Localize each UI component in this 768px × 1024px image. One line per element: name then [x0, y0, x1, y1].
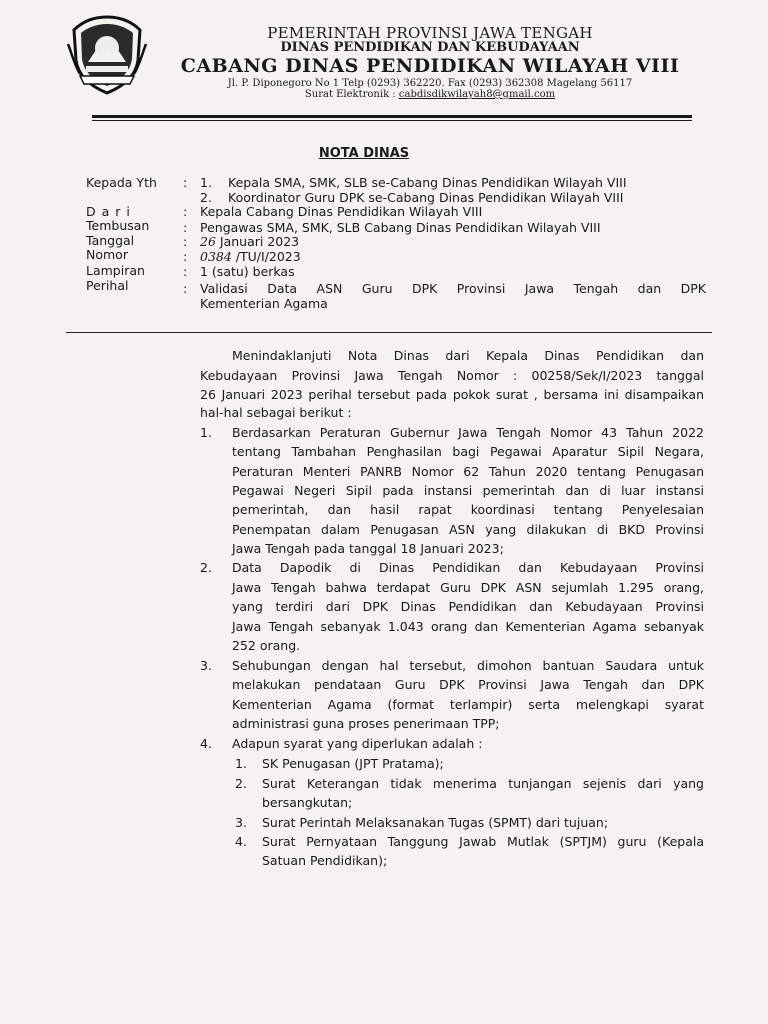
letterhead-branch: CABANG DINAS PENDIDIKAN WILAYAH VIII — [180, 55, 680, 77]
intro-line: Menindaklanjuti Nota Dinas dari Kepala Dinas Pendidikan dan — [232, 348, 704, 363]
list-item-line: tentang Tambahan Penghasilan bagi Pegawai Aparatur Sipil Negara, — [232, 444, 704, 459]
sublist-item-number: 1. — [235, 756, 247, 771]
dari-colon: : — [183, 204, 188, 219]
nomor-handwritten-number: 0384 — [200, 249, 232, 264]
sublist-item-line: bersangkutan; — [262, 795, 353, 810]
list-item-line: Peraturan Menteri PANRB Nomor 62 Tahun 2020 tentang Penugasan — [232, 464, 704, 479]
list-item-number: 4. — [200, 736, 212, 751]
sublist-item-line: SK Penugasan (JPT Pratama); — [262, 756, 444, 771]
letterhead-email-line — [170, 89, 690, 100]
tanggal-colon: : — [183, 234, 188, 249]
intro-line: hal-hal sebagai berikut : — [200, 405, 352, 420]
nomor-label: Nomor — [86, 247, 128, 262]
kepada-item-text: Koordinator Guru DPK se-Cabang Dinas Pendidikan Wilayah VIII — [228, 190, 624, 205]
sublist-item-line: Surat Pernyataan Tanggung Jawab Mutlak (SPTJM) guru (Kepala — [262, 834, 704, 849]
letterhead-government: PEMERINTAH PROVINSI JAWA TENGAH — [267, 24, 593, 42]
intro-line: 26 Januari 2023 perihal tersebut pada pokok surat , bersama ini disampaikan — [200, 387, 704, 402]
lampiran-colon: : — [183, 264, 188, 279]
intro-line: Kebudayaan Provinsi Jawa Tengah Nomor : 00258/Sek/I/2023 tanggal — [200, 368, 704, 383]
perihal-value-line: Kementerian Agama — [200, 296, 328, 311]
document-title: NOTA DINAS — [318, 146, 410, 161]
tanggal-handwritten-day: 26 — [200, 234, 216, 249]
list-item-number: 2. — [200, 560, 212, 575]
tanggal-label: Tanggal — [86, 233, 135, 248]
list-item-line: Data Dapodik di Dinas Pendidikan dan Kebudayaan Provinsi — [232, 560, 704, 575]
sublist-item-line: Surat Perintah Melaksanakan Tugas (SPMT) dari tujuan; — [262, 815, 609, 830]
list-item-line: melakukan pendataan Guru DPK Provinsi Jawa Tengah dan DPK — [232, 677, 704, 692]
tanggal-month-year: Januari 2023 — [219, 234, 300, 249]
list-item-line: Pegawai Negeri Sipil pada instansi pemerintah dan di luar instansi — [232, 483, 704, 498]
list-item-line: Sehubungan dengan hal tersebut, dimohon bantuan Saudara untuk — [232, 658, 704, 673]
list-item-line: administrasi guna proses penerimaan TPP; — [232, 716, 500, 731]
list-item-line: Berdasarkan Peraturan Gubernur Jawa Tengah Nomor 43 Tahun 2022 — [232, 425, 704, 440]
dari-label: Dari — [86, 204, 136, 219]
sublist-item-number: 3. — [235, 815, 247, 830]
lampiran-label: Lampiran — [86, 263, 145, 278]
provincial-emblem-logo — [66, 14, 148, 96]
sublist-item-line: Satuan Pendidikan); — [262, 853, 388, 868]
sublist-item-number: 2. — [235, 776, 247, 791]
kepada-item-text: Kepala SMA, SMK, SLB se-Cabang Dinas Pendidikan Wilayah VIII — [228, 175, 627, 190]
nomor-suffix: /TU/I/2023 — [235, 249, 301, 264]
perihal-colon: : — [183, 281, 188, 296]
letterhead-agency: DINAS PENDIDIKAN DAN KEBUDAYAAN — [280, 40, 580, 55]
tembusan-value: Pengawas SMA, SMK, SLB Cabang Dinas Pendidikan Wilayah VIII — [200, 220, 601, 235]
list-item-line: Jawa Tengah pada tanggal 18 Januari 2023; — [232, 541, 504, 556]
letterhead-divider-thin — [92, 120, 692, 121]
nomor-value — [200, 249, 301, 264]
email-address: cabdisdikwilayah8@gmail.com — [398, 89, 556, 100]
list-item-line: Adapun syarat yang diperlukan adalah : — [232, 736, 483, 751]
sublist-item-line: Surat Keterangan tidak menerima tunjangan sejenis dari yang — [262, 776, 704, 791]
kepada-item-number: 2. — [200, 190, 212, 205]
email-label: Surat Elektronik : — [304, 89, 396, 100]
kepada-colon: : — [183, 175, 188, 190]
list-item-number: 3. — [200, 658, 212, 673]
list-item-line: Jawa Tengah sebanyak 1.043 orang dan Kementerian Agama sebanyak — [232, 619, 704, 634]
perihal-label: Perihal — [86, 278, 129, 293]
kepada-label: Kepada Yth — [86, 175, 157, 190]
perihal-value-line: Validasi Data ASN Guru DPK Provinsi Jawa Tengah dan DPK — [200, 281, 706, 296]
tembusan-colon: : — [183, 220, 188, 235]
list-item-line: Penempatan dalam Penugasan ASN yang dilakukan di BKD Provinsi — [232, 522, 704, 537]
list-item-line: Kementerian Agama (format terlampir) serta melengkapi syarat — [232, 697, 704, 712]
list-item-line: yang terdiri dari DPK Dinas Pendidikan dan Kebudayaan Provinsi — [232, 599, 704, 614]
sublist-item-number: 4. — [235, 834, 247, 849]
letterhead-divider-thick — [92, 115, 692, 118]
lampiran-value: 1 (satu) berkas — [200, 264, 295, 279]
tanggal-value — [200, 234, 299, 249]
nomor-colon: : — [183, 249, 188, 264]
tembusan-label: Tembusan — [86, 218, 150, 233]
list-item-line: Jawa Tengah bahwa terdapat Guru DPK ASN sejumlah 1.295 orang, — [232, 580, 704, 595]
list-item-line: 252 orang. — [232, 638, 301, 653]
header-divider — [66, 332, 712, 333]
letterhead-address: Jl. P. Diponegoro No 1 Telp (0293) 362220. Fax (0293) 362308 Magelang 56117 — [227, 78, 633, 89]
dari-value: Kepala Cabang Dinas Pendidikan Wilayah VIII — [200, 204, 483, 219]
kepada-item-number: 1. — [200, 175, 212, 190]
list-item-line: pemerintah, dan hasil rapat koordinasi tentang Penyelesaian — [232, 502, 704, 517]
list-item-number: 1. — [200, 425, 212, 440]
